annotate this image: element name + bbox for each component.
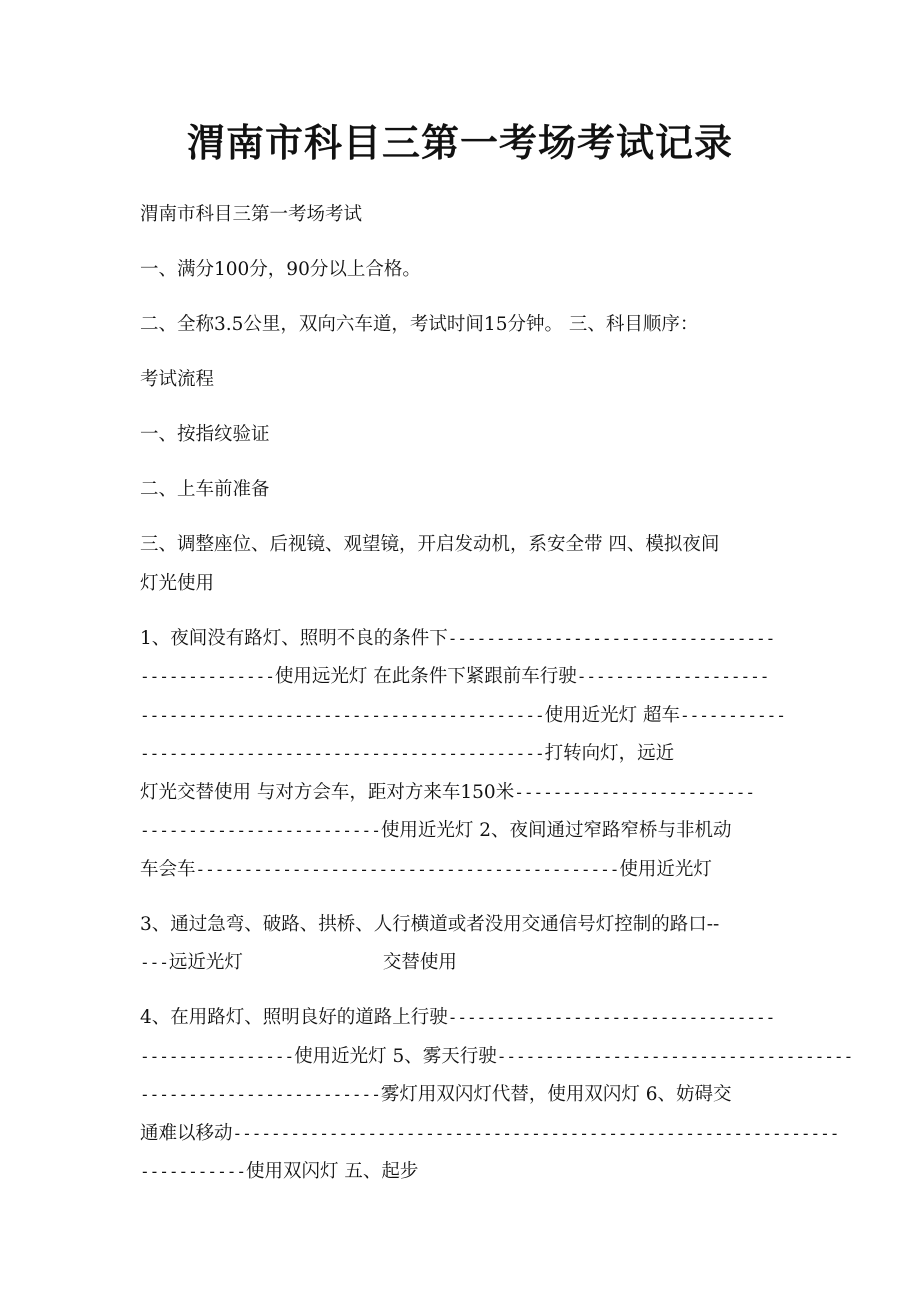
text: 4、在用路灯、照明良好的道路上行驶: [140, 1007, 448, 1028]
text-line: [140, 697, 786, 736]
text-line: [140, 1076, 782, 1115]
text-line: [140, 1115, 840, 1154]
paragraph: [140, 526, 782, 603]
text: 使用远光灯 在此条件下紧跟前车行驶: [274, 666, 577, 687]
dash-leader: ------------------------------------------: [140, 705, 545, 725]
paragraph: [140, 361, 782, 400]
document-title: 渭南市科目三第一考场考试记录: [186, 120, 733, 165]
dash-leader: -----------: [679, 705, 786, 725]
text-line: [140, 1153, 782, 1192]
dash-leader: ----------------------------------: [447, 1008, 776, 1027]
text-line: [140, 1038, 854, 1077]
text-line: 二、上车前准备: [140, 479, 270, 500]
text: 交替使用: [382, 952, 457, 973]
dash-leader: ---------------------------------------------------------------: [232, 1123, 840, 1143]
text-line: [140, 851, 782, 890]
text: 使用近光灯 5、雾天行驶: [294, 1045, 497, 1067]
dash-leader: ------------------------------------------: [140, 744, 545, 763]
paragraph: [140, 251, 782, 290]
text-line: 三、调整座位、后视镜、观望镜，开启发动机，系安全带 四、模拟夜间: [140, 534, 720, 555]
text-line: 一、满分100分，90分以上合格。: [140, 259, 421, 280]
text-line: [140, 735, 782, 774]
text-line: [140, 944, 782, 983]
text-line: 渭南市科目三第一考场考试: [140, 204, 363, 225]
dash-leader: --------------------: [576, 667, 770, 686]
text: 1、夜间没有路灯、照明不良的条件下: [140, 627, 448, 649]
text-line: [140, 812, 782, 851]
dash-leader: -----------: [140, 1162, 246, 1181]
paragraph: [140, 416, 782, 455]
text: 使用近光灯: [619, 858, 712, 880]
text-line: 二、全称3.5公里，双向六车道，考试时间15分钟。 三、科目顺序：: [140, 314, 699, 335]
paragraph: [140, 196, 782, 235]
text: 车会车: [140, 858, 196, 880]
dash-leader: ---: [140, 953, 169, 972]
dash-leader: ----------------------------------: [447, 628, 776, 648]
paragraph: [140, 471, 782, 510]
text-line: [140, 658, 782, 697]
dash-leader: -------------------------: [514, 782, 756, 802]
dash-leader: --------------: [140, 667, 275, 686]
text: 打转向灯，远近: [544, 743, 675, 764]
text-line: [140, 620, 782, 659]
paragraph-night-lights: [140, 620, 786, 890]
dash-leader: --------------------------------------------: [195, 859, 620, 879]
text: 使用双闪灯 五、起步: [245, 1161, 419, 1182]
text: 通难以移动: [140, 1122, 233, 1144]
text: 远近光灯: [168, 952, 243, 973]
document-body: [140, 196, 854, 1208]
text: 灯光交替使用 与对方会车，距对方来车150米: [140, 781, 515, 803]
text-line: [140, 774, 782, 813]
text-line: 一、按指纹验证: [140, 424, 270, 445]
paragraph-item-4: [140, 999, 854, 1192]
text: 雾灯用双闪灯代替，使用双闪灯 6、妨碍交: [380, 1084, 732, 1105]
dash-leader: -------------------------: [140, 1085, 381, 1104]
dash-leader: ----------------: [140, 1046, 295, 1066]
paragraph: [140, 306, 782, 345]
text-line: 灯光使用: [140, 572, 215, 594]
dash-leader: -------------------------------------: [496, 1046, 854, 1066]
dash-leader: -------------------------: [140, 821, 381, 840]
text: 使用近光灯 2、夜间通过窄路窄桥与非机动: [380, 820, 732, 841]
text: 使用近光灯 超车: [544, 704, 680, 726]
text-line: [140, 999, 782, 1038]
paragraph-item-3: [140, 906, 782, 983]
text-line: 考试流程: [140, 369, 215, 390]
text-line: 3、通过急弯、破路、拱桥、人行横道或者没用交通信号灯控制的路口--: [140, 913, 720, 935]
